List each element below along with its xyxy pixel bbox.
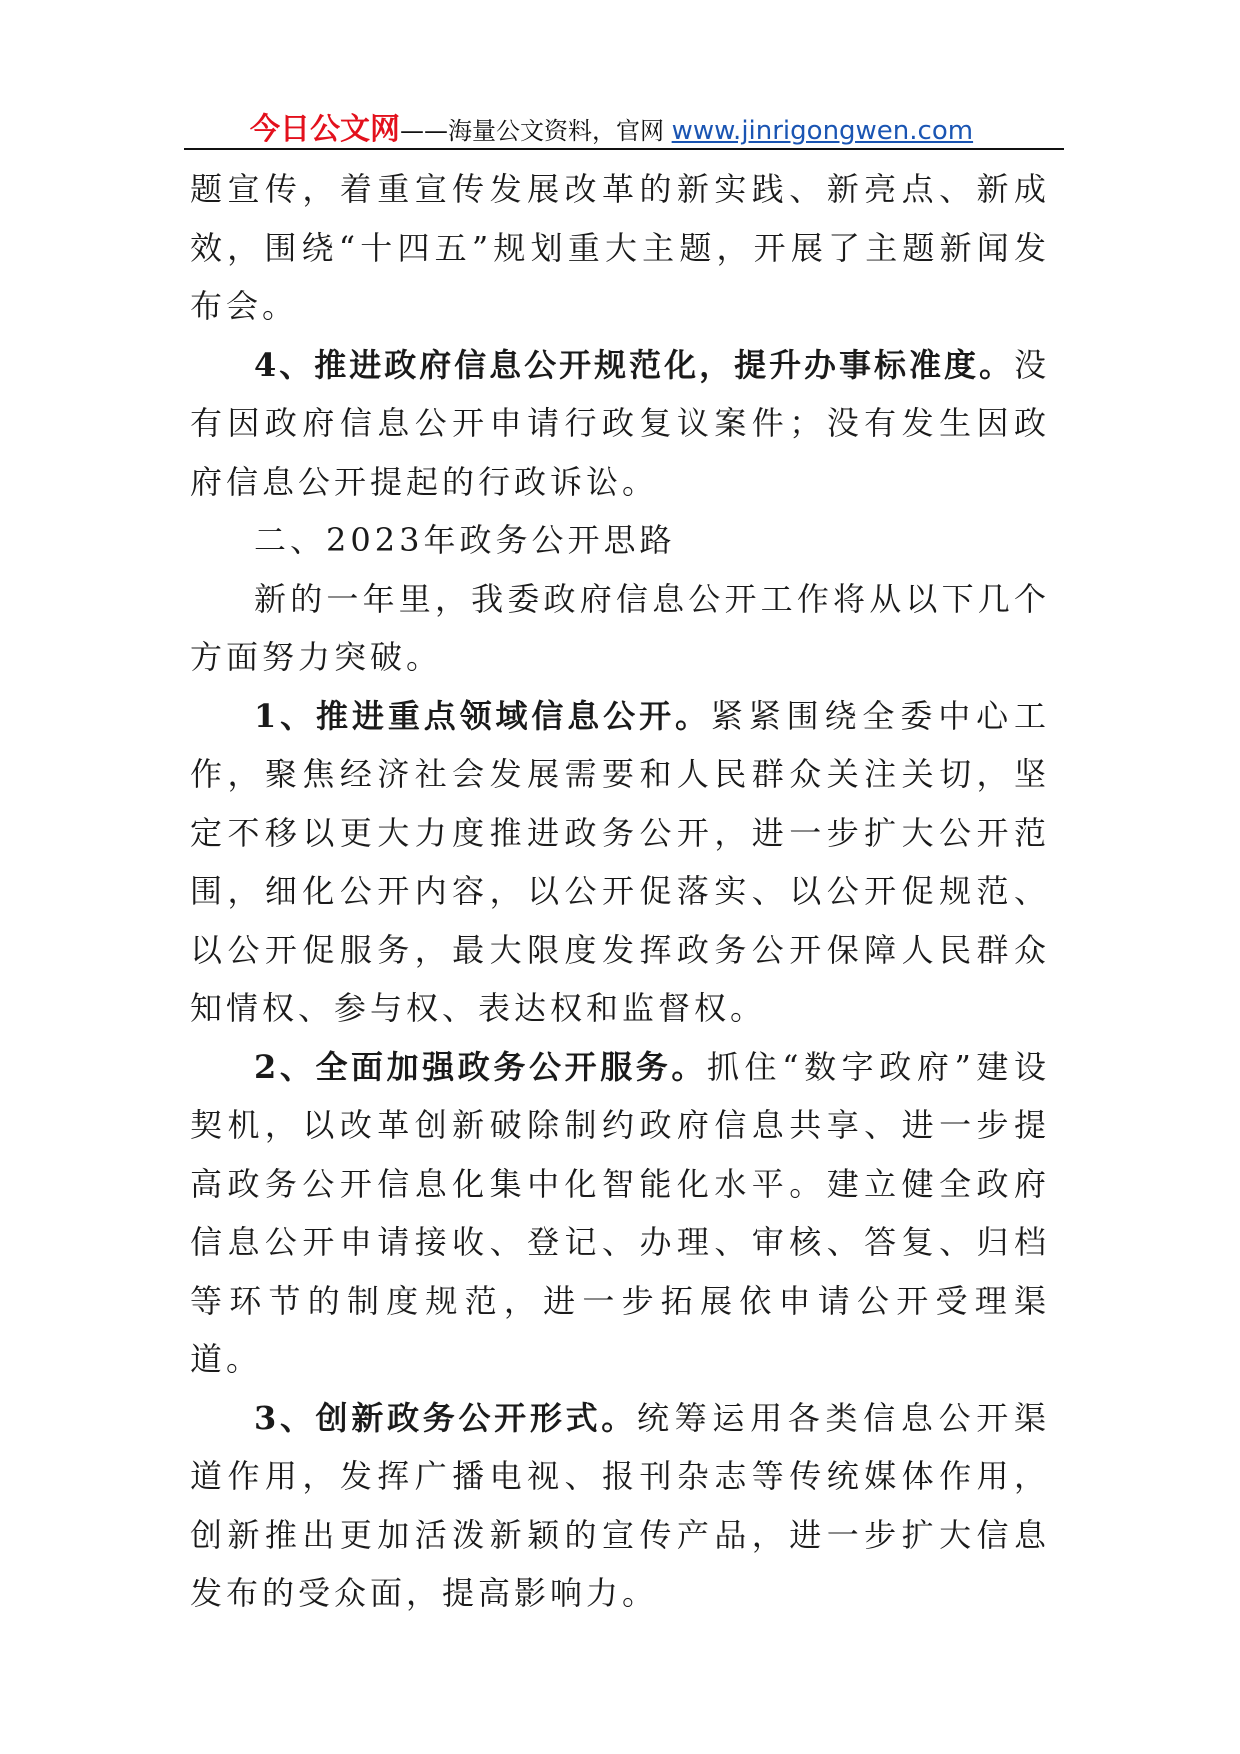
paragraph-heading: 2、全面加强政务公开服务。 [254,1047,707,1086]
document-body [190,160,1050,1623]
paragraph-heading: 1、推进重点领域信息公开。 [254,696,711,735]
paragraph-heading: 3、创新政务公开形式。 [254,1398,637,1437]
paragraph-item-4 [190,336,1050,512]
paragraph-continuation [190,160,1050,336]
paragraph-item-2 [190,1038,1050,1389]
page-header [250,104,973,148]
header-divider [184,148,1064,150]
paragraph-text: 抓住“数字政府”建设契机，以改革创新破除制约政府信息共享、进一步提高政务公开信息化集中化智能化水平。建立健全政府信息公开申请接收、登记、办理、审核、答复、归档等环节的制度规范，进一步拓展依申请公开受理渠道。 [190,1047,1050,1378]
site-url-link[interactable]: www.jinrigongwen.com [671,116,974,146]
site-brand: 今日公文网 [250,112,400,147]
section-heading [190,511,1050,570]
paragraph-item-3 [190,1389,1050,1623]
paragraph-item-1 [190,687,1050,1038]
paragraph-text: 统筹运用各类信息公开渠道作用，发挥广播电视、报刊杂志等传统媒体作用，创新推出更加活泼新颖的宣传产品，进一步扩大信息发布的受众面，提高影响力。 [190,1398,1050,1612]
header-tagline: 海量公文资料，官网 [448,117,672,145]
paragraph-heading: 4、推进政府信息公开规范化，提升办事标准度。 [254,345,1014,384]
paragraph-text: 紧紧围绕全委中心工作，聚焦经济社会发展需要和人民群众关注关切，坚定不移以更大力度推进政务公开，进一步扩大公开范围，细化公开内容，以公开促落实、以公开促规范、以公开促服务，最大限度发挥政务公开保障人民群众知情权、参与权、表达权和监督权。 [190,696,1050,1027]
paragraph-text: 没有因政府信息公开申请行政复议案件；没有发生因政府信息公开提起的行政诉讼。 [190,345,1050,501]
paragraph-intro [190,570,1050,687]
paragraph-text: 题宣传，着重宣传发展改革的新实践、新亮点、新成效，围绕“十四五”规划重大主题，开展了主题新闻发布会。 [190,170,1050,325]
header-dash: —— [400,117,448,145]
section-heading-text: 二、2023年政务公开思路 [254,521,676,559]
paragraph-text: 新的一年里，我委政府信息公开工作将从以下几个方面努力突破。 [190,579,1050,676]
